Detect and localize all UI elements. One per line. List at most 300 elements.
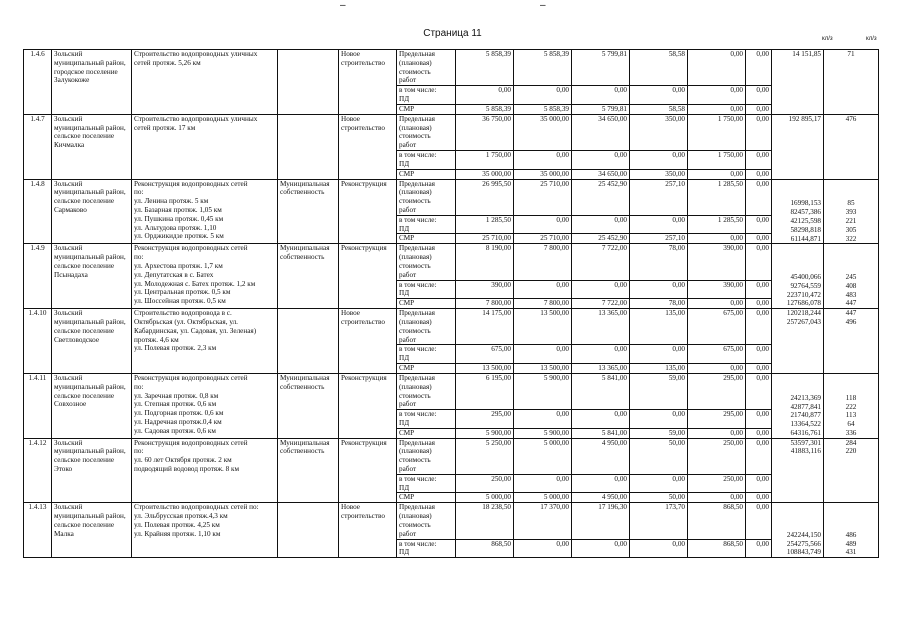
text-line: СМР	[399, 234, 415, 243]
text-line: в том числе:	[399, 539, 437, 548]
table-row	[24, 179, 879, 215]
cost-value-5: 868,50	[688, 539, 746, 558]
text-line: Строительство водопроводных сетей по:	[134, 503, 259, 512]
cost-value-5: 1 750,00	[688, 114, 746, 150]
cost-value-6: 0,00	[746, 104, 772, 114]
cost-value-6: 0,00	[746, 244, 772, 280]
row-number: 1.4.11	[24, 373, 52, 438]
works-description-cell	[132, 179, 278, 244]
cost-value-2: 5 900,00	[514, 373, 572, 409]
total-cost-value: 18 238,50	[456, 503, 514, 539]
cost-value-2: 5 900,00	[514, 428, 572, 438]
cost-value-5: 1 285,50	[688, 179, 746, 215]
top-dash-left: –	[340, 0, 346, 11]
text-line: 489	[845, 539, 857, 548]
text-line: ПД	[399, 548, 410, 557]
cost-value-3: 5 841,00	[572, 428, 630, 438]
text-line: ул. Садовая протяж. 0,6 км	[134, 426, 216, 435]
text-line: 42877,841	[790, 402, 821, 411]
cost-value-5: 0,00	[688, 169, 746, 179]
corner-mark-right: кл/з	[866, 36, 877, 42]
text-line: Реконструкция	[341, 438, 387, 447]
construction-type-cell	[339, 309, 397, 374]
total-cost-value: 250,00	[456, 474, 514, 493]
cost-value-4: 173,70	[630, 503, 688, 539]
cost-value-4: 0,00	[630, 345, 688, 364]
text-line: (плановая)	[399, 382, 432, 391]
text-line: Предельная	[399, 438, 435, 447]
text-line: муниципальный район,	[54, 58, 126, 67]
extra-value-cell	[772, 438, 824, 503]
text-line: (плановая)	[399, 123, 432, 132]
cost-value-3: 5 841,00	[572, 373, 630, 409]
cost-category-label	[397, 493, 456, 503]
construction-type-cell	[339, 179, 397, 244]
text-line: 223710,472	[786, 290, 821, 299]
text-line: работ	[399, 465, 417, 474]
text-line: 92764,559	[790, 281, 821, 290]
cost-value-5: 1 750,00	[688, 150, 746, 169]
text-line: Новое	[341, 309, 361, 318]
text-line: сельское поселение	[54, 456, 115, 465]
cost-value-4: 257,10	[630, 234, 688, 244]
cost-value-5: 390,00	[688, 280, 746, 299]
municipality-cell	[52, 309, 132, 374]
text-line: Зольский	[54, 114, 83, 123]
cost-value-4: 78,00	[630, 244, 688, 280]
text-line: собственность	[280, 382, 325, 391]
text-line: по:	[134, 382, 144, 391]
cost-value-3: 0,00	[572, 215, 630, 234]
cost-category-label	[397, 410, 456, 429]
cost-value-6: 0,00	[746, 86, 772, 105]
text-line: Малка	[54, 529, 74, 538]
row-number: 1.4.7	[24, 114, 52, 179]
text-line: 21740,877	[790, 411, 821, 420]
text-line: 476	[845, 114, 857, 123]
cost-value-2: 13 500,00	[514, 309, 572, 345]
row-number: 1.4.12	[24, 438, 52, 503]
ownership-cell	[278, 309, 339, 374]
text-line: стоимость	[399, 197, 431, 206]
cost-value-4: 0,00	[630, 539, 688, 558]
cost-value-2: 35 000,00	[514, 169, 572, 179]
cost-category-label	[397, 50, 456, 86]
page-title: Страница 11	[423, 28, 482, 39]
text-line: работ	[399, 400, 417, 409]
cost-value-5: 390,00	[688, 244, 746, 280]
text-line: 13364,522	[790, 420, 821, 429]
cost-category-label	[397, 215, 456, 234]
text-line: сельское поселение	[54, 197, 115, 206]
municipality-cell	[52, 179, 132, 244]
text-line: Муниципальная	[280, 244, 330, 253]
cost-value-2: 0,00	[514, 215, 572, 234]
count-cell	[824, 50, 879, 115]
text-line: ул. Пушкина протяж. 0,45 км	[134, 214, 224, 223]
municipality-cell	[52, 244, 132, 309]
construction-type-cell	[339, 50, 397, 115]
cost-value-5: 0,00	[688, 104, 746, 114]
text-line: Реконструкция водопроводных сетей	[134, 438, 248, 447]
table-row	[24, 244, 879, 280]
text-line: ул. Крайняя протяж. 1,10 км	[134, 529, 221, 538]
cost-value-4: 58,58	[630, 104, 688, 114]
cost-value-5: 295,00	[688, 410, 746, 429]
text-line: стоимость	[399, 391, 431, 400]
count-cell	[824, 503, 879, 558]
cost-value-5: 295,00	[688, 373, 746, 409]
extra-value-cell	[772, 503, 824, 558]
cost-value-3: 7 722,00	[572, 299, 630, 309]
cost-value-3: 0,00	[572, 410, 630, 429]
text-line: ул. Эльбрусская протяж.4,3 км	[134, 512, 228, 521]
text-line: 85	[847, 199, 855, 208]
cost-value-6: 0,00	[746, 539, 772, 558]
data-table	[23, 49, 879, 558]
row-number: 1.4.13	[24, 503, 52, 558]
text-line: ПД	[399, 94, 410, 103]
works-description-cell	[132, 114, 278, 179]
ownership-cell	[278, 179, 339, 244]
text-line: сетей протяж. 5,26 км	[134, 58, 201, 67]
text-line: 192 895,17	[788, 114, 821, 123]
text-line: ул. Полевая протяж. 2,3 км	[134, 344, 217, 353]
row-number: 1.4.6	[24, 50, 52, 115]
cost-value-5: 0,00	[688, 363, 746, 373]
cost-value-5: 250,00	[688, 474, 746, 493]
ownership-cell	[278, 50, 339, 115]
construction-type-cell	[339, 114, 397, 179]
text-line: 447	[845, 299, 857, 308]
cost-value-6: 0,00	[746, 345, 772, 364]
cost-category-label	[397, 104, 456, 114]
text-line: стоимость	[399, 261, 431, 270]
construction-type-cell	[339, 244, 397, 309]
cost-category-label	[397, 179, 456, 215]
ownership-cell	[278, 244, 339, 309]
cost-value-2: 0,00	[514, 280, 572, 299]
row-number: 1.4.10	[24, 309, 52, 374]
text-line: 53597,301	[790, 438, 821, 447]
text-line: (плановая)	[399, 317, 432, 326]
count-cell	[824, 373, 879, 438]
text-line: строительство	[341, 317, 385, 326]
text-line: СМР	[399, 104, 415, 113]
cost-value-2: 25 710,00	[514, 179, 572, 215]
cost-value-4: 0,00	[630, 280, 688, 299]
text-line: Зольский	[54, 373, 83, 382]
text-line: 431	[845, 548, 857, 557]
text-line: ул. Молодежная с. Батех протяж. 1,2 км	[134, 279, 256, 288]
total-cost-value: 5 250,00	[456, 438, 514, 474]
text-line: муниципальный район,	[54, 382, 126, 391]
text-line: 71	[847, 50, 855, 58]
text-line: 14 151,85	[792, 50, 821, 58]
cost-category-label	[397, 280, 456, 299]
text-line: Предельная	[399, 309, 435, 318]
text-line: Зольский	[54, 438, 83, 447]
cost-value-2: 35 000,00	[514, 114, 572, 150]
text-line: Кичмалка	[54, 141, 85, 150]
text-line: работ	[399, 141, 417, 150]
text-line: сельское поселение	[54, 391, 115, 400]
text-line: Муниципальная	[280, 438, 330, 447]
total-cost-value: 675,00	[456, 345, 514, 364]
total-cost-value: 6 195,00	[456, 373, 514, 409]
cost-value-3: 4 950,00	[572, 438, 630, 474]
text-line: Реконструкция водопроводных сетей	[134, 244, 248, 253]
text-line: 120218,244	[786, 309, 821, 318]
text-line: ул. Архестова протяж. 1,7 км	[134, 261, 223, 270]
cost-value-6: 0,00	[746, 503, 772, 539]
text-line: Кабардинская, ул. Садовая, ул. Зеленая)	[134, 326, 257, 335]
corner-mark-left: кл/з	[822, 36, 833, 42]
cost-value-4: 257,10	[630, 179, 688, 215]
cost-category-label	[397, 150, 456, 169]
text-line: 408	[845, 281, 857, 290]
text-line: 483	[845, 290, 857, 299]
works-description-cell	[132, 309, 278, 374]
text-line: муниципальный район,	[54, 123, 126, 132]
cost-value-6: 0,00	[746, 309, 772, 345]
cost-value-6: 0,00	[746, 280, 772, 299]
cost-value-3: 17 196,30	[572, 503, 630, 539]
cost-category-label	[397, 169, 456, 179]
table-row	[24, 309, 879, 345]
text-line: СМР	[399, 363, 415, 372]
text-line: 242244,150	[786, 530, 821, 539]
text-line: стоимость	[399, 521, 431, 530]
text-line: СМР	[399, 299, 415, 308]
table-row	[24, 114, 879, 150]
count-cell	[824, 179, 879, 244]
cost-category-label	[397, 474, 456, 493]
extra-value-cell	[772, 244, 824, 309]
text-line: протяж. 4,6 км	[134, 335, 179, 344]
text-line: 61144,871	[790, 234, 821, 243]
text-line: 221	[845, 216, 857, 225]
text-line: 58298,818	[790, 225, 821, 234]
text-line: стоимость	[399, 132, 431, 141]
total-cost-value: 390,00	[456, 280, 514, 299]
cost-value-5: 0,00	[688, 50, 746, 86]
ownership-cell	[278, 373, 339, 438]
cost-value-6: 0,00	[746, 114, 772, 150]
text-line: стоимость	[399, 67, 431, 76]
extra-value-cell	[772, 309, 824, 374]
cost-value-6: 0,00	[746, 299, 772, 309]
text-line: 127686,078	[786, 299, 821, 308]
cost-value-6: 0,00	[746, 410, 772, 429]
text-line: стоимость	[399, 326, 431, 335]
cost-value-2: 13 500,00	[514, 363, 572, 373]
cost-value-4: 59,00	[630, 373, 688, 409]
cost-value-3: 34 650,00	[572, 114, 630, 150]
cost-value-3: 0,00	[572, 150, 630, 169]
cost-category-label	[397, 299, 456, 309]
cost-value-2: 7 800,00	[514, 299, 572, 309]
text-line: работ	[399, 205, 417, 214]
text-line: 64	[847, 420, 855, 429]
table-row	[24, 503, 879, 539]
cost-value-3: 7 722,00	[572, 244, 630, 280]
text-line: в том числе:	[399, 215, 437, 224]
cost-value-3: 0,00	[572, 345, 630, 364]
cost-value-3: 0,00	[572, 86, 630, 105]
municipality-cell	[52, 114, 132, 179]
text-line: сельское поселение	[54, 132, 115, 141]
cost-value-3: 0,00	[572, 280, 630, 299]
text-line: 45400,066	[790, 272, 821, 281]
text-line: Предельная	[399, 179, 435, 188]
text-line: СМР	[399, 169, 415, 178]
text-line: 257267,043	[786, 317, 821, 326]
text-line: (плановая)	[399, 512, 432, 521]
cost-value-3: 0,00	[572, 474, 630, 493]
total-cost-value: 35 000,00	[456, 169, 514, 179]
text-line: 16998,153	[790, 199, 821, 208]
text-line: (плановая)	[399, 188, 432, 197]
text-line: Реконструкция водопроводных сетей	[134, 373, 248, 382]
table-row	[24, 438, 879, 474]
cost-value-4: 50,00	[630, 493, 688, 503]
text-line: Зольский	[54, 50, 83, 58]
text-line: Залукокоже	[54, 76, 90, 85]
cost-value-5: 250,00	[688, 438, 746, 474]
ownership-cell	[278, 438, 339, 503]
total-cost-value: 5 858,39	[456, 104, 514, 114]
total-cost-value: 868,50	[456, 539, 514, 558]
cost-value-2: 5 858,39	[514, 104, 572, 114]
text-line: 82457,386	[790, 208, 821, 217]
cost-value-5: 868,50	[688, 503, 746, 539]
cost-value-4: 50,00	[630, 438, 688, 474]
total-cost-value: 8 190,00	[456, 244, 514, 280]
text-line: сельское поселение	[54, 326, 115, 335]
municipality-cell	[52, 373, 132, 438]
cost-value-5: 0,00	[688, 428, 746, 438]
cost-value-2: 0,00	[514, 410, 572, 429]
text-line: в том числе:	[399, 150, 437, 159]
cost-value-4: 59,00	[630, 428, 688, 438]
total-cost-value: 14 175,00	[456, 309, 514, 345]
text-line: 220	[845, 447, 857, 456]
row-number: 1.4.9	[24, 244, 52, 309]
text-line: 118	[845, 393, 857, 402]
top-dash-right: –	[540, 0, 546, 11]
extra-value-cell	[772, 114, 824, 179]
text-line: Зольский	[54, 309, 83, 318]
text-line: 41883,116	[790, 447, 821, 456]
text-line: муниципальный район,	[54, 512, 126, 521]
works-description-cell	[132, 373, 278, 438]
text-line: муниципальный район,	[54, 317, 126, 326]
text-line: муниципальный район,	[54, 447, 126, 456]
text-line: в том числе:	[399, 280, 437, 289]
text-line: по:	[134, 188, 144, 197]
text-line: Новое	[341, 114, 361, 123]
text-line: собственность	[280, 253, 325, 262]
works-description-cell	[132, 503, 278, 558]
text-line: Предельная	[399, 373, 435, 382]
text-line: работ	[399, 270, 417, 279]
text-line: ул. 60 лет Октября протяж. 2 км	[134, 456, 232, 465]
works-description-cell	[132, 50, 278, 115]
ownership-cell	[278, 114, 339, 179]
cost-value-6: 0,00	[746, 179, 772, 215]
count-cell	[824, 114, 879, 179]
text-line: работ	[399, 335, 417, 344]
text-line: 336	[845, 428, 857, 437]
total-cost-value: 13 500,00	[456, 363, 514, 373]
cost-value-2: 0,00	[514, 150, 572, 169]
cost-value-6: 0,00	[746, 474, 772, 493]
cost-value-2: 17 370,00	[514, 503, 572, 539]
cost-category-label	[397, 428, 456, 438]
cost-value-5: 0,00	[688, 493, 746, 503]
cost-category-label	[397, 309, 456, 345]
municipality-cell	[52, 50, 132, 115]
table-row	[24, 50, 879, 86]
cost-value-3: 4 950,00	[572, 493, 630, 503]
cost-value-4: 135,00	[630, 363, 688, 373]
text-line: Этоко	[54, 465, 73, 474]
total-cost-value: 36 750,00	[456, 114, 514, 150]
cost-category-label	[397, 503, 456, 539]
cost-value-2: 0,00	[514, 539, 572, 558]
text-line: Предельная	[399, 114, 435, 123]
total-cost-value: 25 710,00	[456, 234, 514, 244]
cost-value-6: 0,00	[746, 363, 772, 373]
text-line: Совхозное	[54, 400, 87, 409]
works-description-cell	[132, 244, 278, 309]
cost-value-6: 0,00	[746, 373, 772, 409]
cost-value-5: 675,00	[688, 309, 746, 345]
text-line: ул. Центральная протяж. 0,5 км	[134, 288, 231, 297]
cost-value-4: 0,00	[630, 410, 688, 429]
cost-value-6: 0,00	[746, 150, 772, 169]
text-line: ул. Шоссейная протяж. 0,5 км	[134, 297, 226, 306]
municipality-cell	[52, 503, 132, 558]
cost-value-6: 0,00	[746, 215, 772, 234]
construction-type-cell	[339, 503, 397, 558]
text-line: Реконструкция	[341, 244, 387, 253]
cost-value-3: 25 452,90	[572, 179, 630, 215]
extra-value-cell	[772, 373, 824, 438]
cost-value-6: 0,00	[746, 428, 772, 438]
construction-type-cell	[339, 373, 397, 438]
text-line: Зольский	[54, 503, 83, 512]
cost-value-4: 0,00	[630, 86, 688, 105]
cost-value-3: 13 365,00	[572, 309, 630, 345]
text-line: 447	[845, 309, 857, 318]
text-line: Реконструкция	[341, 373, 387, 382]
cost-category-label	[397, 363, 456, 373]
text-line: 305	[845, 225, 857, 234]
text-line: 393	[845, 208, 857, 217]
ownership-cell	[278, 503, 339, 558]
text-line: ул. Степная протяж. 0,6 км	[134, 400, 217, 409]
text-line: ПД	[399, 354, 410, 363]
text-line: ул. Орджикидзе протяж. 5 км	[134, 232, 224, 241]
total-cost-value: 1 285,50	[456, 215, 514, 234]
text-line: Строительство водопровода в с.	[134, 309, 232, 318]
total-cost-value: 5 000,00	[456, 493, 514, 503]
text-line: Строительство водопроводных уличных	[134, 114, 258, 123]
total-cost-value: 7 800,00	[456, 299, 514, 309]
text-line: Муниципальная	[280, 179, 330, 188]
